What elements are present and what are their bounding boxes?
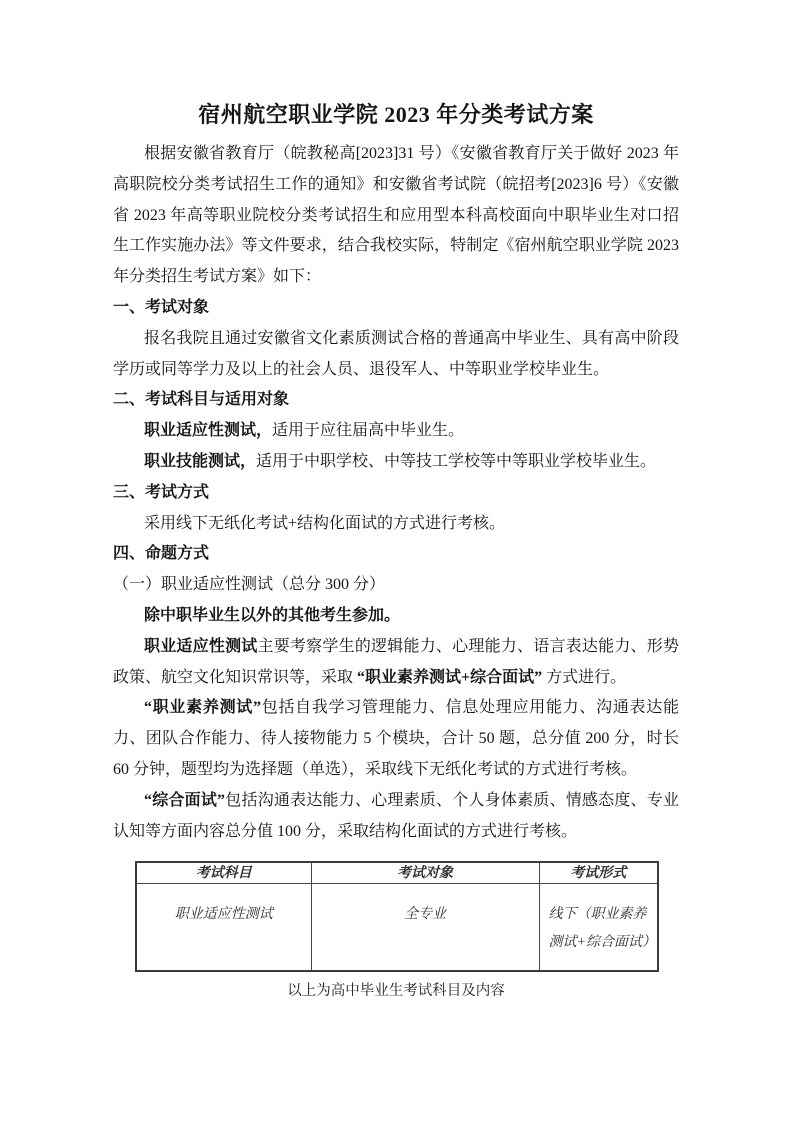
exam-table [135,861,659,972]
participants-note: 除中职毕业生以外的其他考生参加。 [144,606,401,624]
interview-desc: 包括沟通表达能力、心理素质、个人身体素质、情感态度、专业认知等方面内容总分值 100 分，采取结构化面试的方式进行考核。 [113,791,679,840]
header-cell-target: 考试对象 [311,862,539,883]
intro-paragraph: 根据安徽省教育厅（皖教秘高[2023]31 号）《安徽省教育厅关于做好 2023 年高职院校分类考试招生工作的通知》和安徽省考试院（皖招考[2023]6 号）《安徽省 2023 年高等职业院校分类考试招生和应用型本科高校面向中职毕业生对口招生工作实施办法》等文件要求，结合我校实际，特制定《宿州航空职业学院 2023 年分类招生考试方案》如下： [113,145,679,286]
aptitude-test-paragraph [113,632,679,694]
cell-format: 线下（职业素养测试+综合面试） [539,883,658,971]
interview-term: “综合面试” [144,791,226,809]
subject-item-skill-name: 职业技能测试， [144,452,257,470]
subject-item-skill [113,447,679,478]
table-note: 以上为高中毕业生考试科目及内容 [287,983,505,1000]
section-3-heading: 三、考试方式 [113,483,210,501]
aptitude-test-term: 职业适应性测试 [144,637,258,655]
table-header-row [136,862,658,883]
quality-test-desc: 包括自我学习管理能力、信息处理应用能力、沟通表达能力、团队合作能力、待人接物能力 5 个模块，合计 50 题，总分值 200 分，时长 60 分钟，题型均为选择题（单选），采取线下无纸化考试的方式进行考核。 [113,699,679,778]
section-4-heading: 四、命题方式 [113,545,210,563]
subject-item-aptitude [113,416,679,447]
interview-paragraph [113,786,679,848]
cell-subject: 职业适应性测试 [136,883,311,971]
header-cell-subject: 考试科目 [136,862,311,883]
table-data-row [136,883,658,971]
aptitude-test-desc: 主要考察学生的逻辑能力、心理能力、语言表达能力、形势政策、航空文化知识常识等，采取 [113,637,679,686]
quality-test-paragraph [113,693,679,785]
section-1-heading: 一、考试对象 [113,298,210,316]
subsection-1-heading: （一）职业适应性测试（总分 300 分） [113,576,386,594]
subject-item-aptitude-name: 职业适应性测试， [144,422,273,440]
test-mode-term: “职业素养测试+综合面试” [357,668,543,686]
subject-item-aptitude-desc: 适用于应往届高中毕业生。 [272,422,465,440]
document-title: 宿州航空职业学院 2023 年分类考试方案 [198,102,594,127]
subject-item-skill-desc: 适用于中职学校、中等技工学校等中等职业学校毕业生。 [256,452,657,470]
quality-test-term: “职业素养测试” [144,699,262,717]
test-mode-desc: 方式进行。 [542,668,627,686]
cell-target: 全专业 [311,883,539,971]
header-cell-format: 考试形式 [539,862,658,883]
section-3-body: 采用线下无纸化考试+结构化面试的方式进行考核。 [144,514,506,532]
section-2-heading: 二、考试科目与适用对象 [113,391,290,409]
section-1-body: 报名我院且通过安徽省文化素质测试合格的普通高中毕业生、具有高中阶段学历或同等学力及以上的社会人员、退役军人、中等职业学校毕业生。 [113,329,679,378]
